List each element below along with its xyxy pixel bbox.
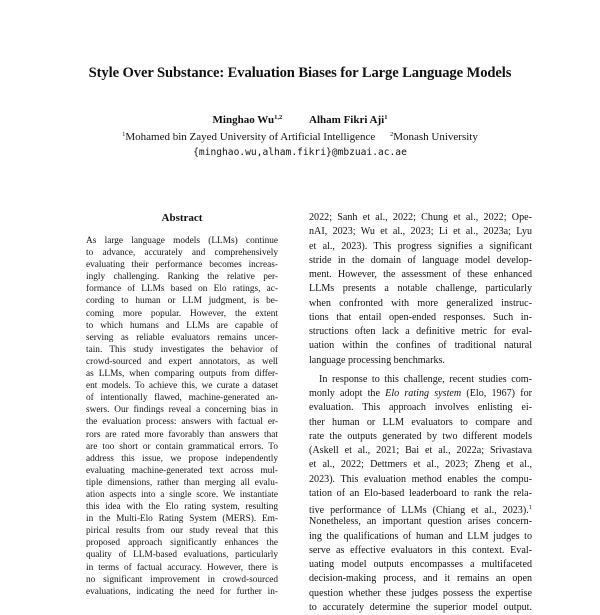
author-list [40, 111, 560, 127]
abstract-line: as LLMs, when comparing outputs from differ- [86, 369, 278, 380]
abstract-line: tain. This study investigates the behavior of [86, 344, 278, 355]
abstract-line: serving as reliable evaluators remains uncer- [86, 332, 278, 343]
abstract-column [86, 211, 278, 598]
affiliation-1-name: Mohamed bin Zayed University of Artificial Intelligence [125, 131, 376, 143]
body-line: when confronted with more generalized instruc- [309, 297, 532, 309]
affiliation-2 [390, 128, 478, 144]
abstract-line: no significant improvement in crowd-sourced [86, 574, 278, 585]
abstract-line: ent models. To achieve this, we curate a dataset [86, 381, 278, 392]
body-line: uation within the confines of traditional natural [309, 340, 532, 352]
body-line: tions that entail open-ended responses. Such in- [309, 311, 532, 323]
abstract-line: formance of LLMs based on Elo ratings, ac- [86, 284, 278, 295]
affiliation-1 [122, 128, 375, 144]
body-line [309, 387, 532, 401]
affiliation-2-mark: 2 [389, 131, 394, 138]
body-line: et al., 2022; Dettmers et al., 2023; Zheng et al., [309, 459, 532, 471]
abstract-line: cording to human or LLM judgment, is be- [86, 296, 278, 307]
abstract-line: proposed approach significantly enhances the [86, 538, 278, 549]
body-line: nAI, 2023; Wu et al., 2023; Li et al., 2023a; Lyu [309, 226, 532, 238]
abstract-line: address this issue, we propose independently [86, 453, 278, 464]
author-2 [309, 111, 387, 127]
abstract-line: ation aspects into a single score. We instantiate [86, 489, 278, 500]
body-line [309, 501, 532, 515]
author-1-name: Minghao Wu [212, 114, 275, 126]
author-2-affil-mark: 1 [384, 114, 388, 121]
body-line: decision-making process, and it remains an open [309, 573, 532, 585]
body-line: structions often lack a definitive metric for eval- [309, 326, 532, 337]
body-line: ing the qualifications of human and LLM judges to [309, 530, 532, 542]
abstract-line: in the Multi-Elo Rating System (MERS). Em- [86, 514, 278, 525]
footnote-mark[interactable]: 1 [528, 504, 532, 511]
body-line: LLMs presents a notable challenge, particularly [309, 283, 532, 295]
abstract-line: are too short or contain grammatical errors. To [86, 441, 278, 452]
body-line: 2023). This evaluation method enables the compu- [309, 473, 532, 485]
abstract-line: crowd-sourced and expert annotators, as well [86, 356, 278, 367]
abstract-line: the evaluation process: answers with factual er- [86, 417, 278, 428]
author-1 [213, 111, 283, 127]
body-line: tation of an Elo-based leaderboard to rank the rela- [309, 487, 532, 499]
abstract-line: swers. Our findings reveal a concerning bias in [86, 405, 278, 416]
elo-line-prefix: monly adopt the [309, 388, 386, 399]
author-1-affil-mark: 1,2 [274, 114, 283, 121]
abstract-body [86, 235, 278, 598]
abstract-line: evaluations, indicating the need for further in- [86, 586, 278, 597]
affiliation-2-name: Monash University [393, 131, 478, 143]
body-line: serve as effective evaluators in this context. Eval- [309, 544, 532, 556]
body-paragraph-1 [309, 211, 532, 368]
author-email: {minghao.wu,alham.fikri}@mbzuai.ac.ae [193, 147, 407, 158]
body-line: Nonetheless, an important question arises concern- [309, 516, 532, 528]
paper-title: Style Over Substance: Evaluation Biases for Large Language Models [88, 65, 512, 81]
elo-line-suffix: (Elo, 1967) for [461, 388, 532, 399]
author-2-name: Alham Fikri Aji [309, 114, 385, 126]
body-line: evaluation. This approach involves enlisting ei- [309, 402, 532, 414]
elo-rating-system-term: Elo rating system [385, 388, 462, 399]
body-line: (Askell et al., 2021; Bai et al., 2022a; Srivastava [309, 445, 532, 456]
abstract-line: tiple dimensions, rather than merging all evalu- [86, 477, 278, 488]
affiliation-list [40, 128, 560, 144]
body-column [309, 211, 532, 615]
abstract-line: evaluating machine-generated text across mul- [86, 465, 278, 476]
body-line: uating model outputs encompasses a multifaceted [309, 559, 532, 570]
abstract-line: As large language models (LLMs) continue [86, 236, 278, 246]
abstract-heading: Abstract [161, 212, 203, 224]
abstract-line: ingly challenging. Ranking the relative per- [86, 272, 278, 283]
body-paragraph-2 [309, 373, 532, 615]
abstract-line: to advance, accurately and comprehensively [86, 248, 278, 259]
affiliation-1-mark: 1 [122, 131, 126, 138]
body-line: language processing benchmarks. [309, 354, 445, 366]
abstract-line: quality of LLM-based evaluations, particularly [86, 550, 278, 561]
abstract-line: rors are rated more favorably than answers that [86, 429, 278, 440]
footnote-line-text: tive performance of LLMs (Chiang et al., 2023). [309, 505, 529, 516]
abstract-line: this idea with the Elo rating system, resulting [86, 502, 278, 513]
abstract-line: pirical results from our study reveal that this [86, 526, 278, 537]
body-line: et al., 2023). This progress signifies a significant [309, 240, 532, 252]
body-line: ment. However, the assessment of these enhanced [309, 269, 532, 280]
body-line: In response to this challenge, recent studies com- [319, 373, 532, 385]
body-line: rate the outputs generated by two different models [309, 430, 532, 442]
abstract-line: in terms of factual accuracy. However, there is [86, 562, 278, 573]
body-line: to accurately determine the superior model output. [309, 601, 532, 613]
abstract-line: to which humans and LLMs are capable of [86, 320, 278, 331]
body-line: ther human or LLM evaluators to compare and [309, 416, 532, 428]
abstract-line: evaluating their performance becomes increas- [86, 260, 278, 271]
abstract-line: coming more popular. However, the extent [86, 308, 278, 319]
abstract-line: of intentionally flawed, machine-generated an- [86, 393, 278, 404]
body-line: question whether these judges possess the expertise [309, 587, 532, 599]
body-line: 2022; Sanh et al., 2022; Chung et al., 2022; Ope- [309, 212, 532, 223]
body-line: stride in the domain of language model develop- [309, 254, 532, 266]
